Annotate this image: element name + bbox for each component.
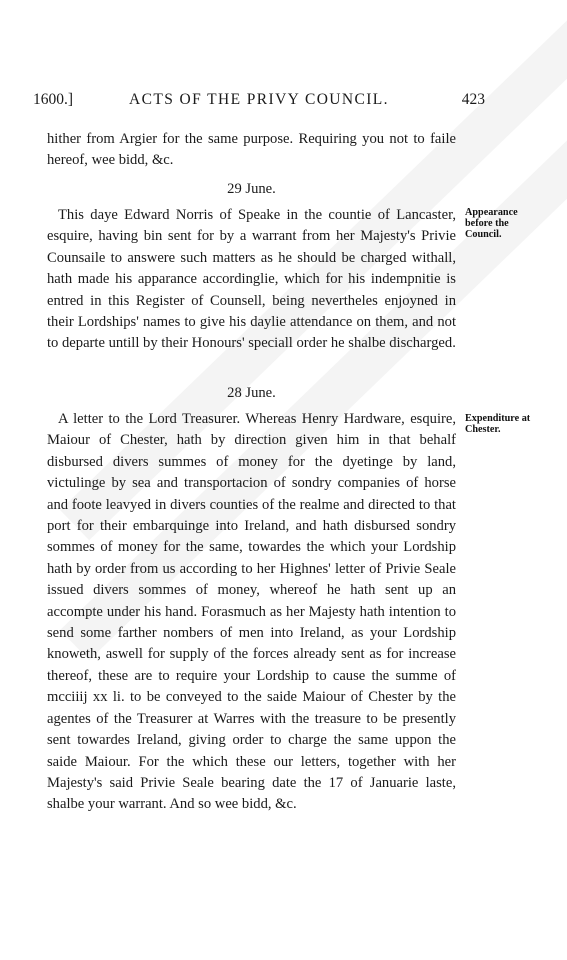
header-year: 1600.] (33, 91, 74, 108)
running-header (33, 91, 485, 115)
entry-date: 28 June. (227, 385, 276, 401)
margin-note: Expenditure at Chester. (465, 413, 531, 435)
margin-note: Appearance before the Council. (465, 207, 518, 240)
continuation-text: hither from Argier for the same purpose. Requiring you not to faile hereof, wee bidd, &c. (47, 131, 456, 169)
entry-text: A letter to the Lord Treasurer. Whereas Henry Hardware, esquire, Maiour of Chester, hath by direction given him in that behalf disbursed divers summes of money for the dyetinge by land, victulinge by sea and transportacion of sondry companies of horse and foote leavyed in divers counties of the realme and directed to that port for their embarquinge into Ireland, and hath disbursed sondry sommes of money for the same, towardes the which your Lordship hath by order from us according to her Highnes' letter of Privie Seale issued divers sommes of money, whereof he hath sent up an accompte under his hand. Forasmuch as her Majesty hath intention to send some farther nombers of men into Ireland, as your Lordship knoweth, aswell for supply of the forces already sent as for increase thereof, these are to require your Lordship to cause the summe of mcciiij xx li. to be conveyed to the saide Maiour of Chester by the agentes of the Treasurer at Warres with the treasure to be presently sent towardes Ireland, giving order to charge the same uppon the saide Maiour. For the which these our letters, together with her Majesty's said Privie Seale bearing date the 17 of Januarie laste, shalbe your warrant. And so wee bidd, &c. (47, 411, 456, 813)
entry-text: This daye Edward Norris of Speake in the countie of Lancaster, esquire, having bin sent for by a warrant from her Majesty's Privie Counsaile to answere such matters as he should be charged withall, hath made his apparance accordinglie, which for his indempnitie is entred in this Register of Counsell, being nevertheles enjoyned in their Lordships' names to give his daylie attendance on them, and not to departe untill by their Honours' speciall order he shalbe discharged. (47, 207, 456, 352)
entry-date: 29 June. (227, 181, 276, 197)
continuation-paragraph (47, 129, 456, 172)
page-number: 423 (461, 91, 485, 108)
entry-paragraph (47, 205, 456, 355)
entry-paragraph (47, 409, 456, 816)
header-title: ACTS OF THE PRIVY COUNCIL. (129, 91, 389, 108)
